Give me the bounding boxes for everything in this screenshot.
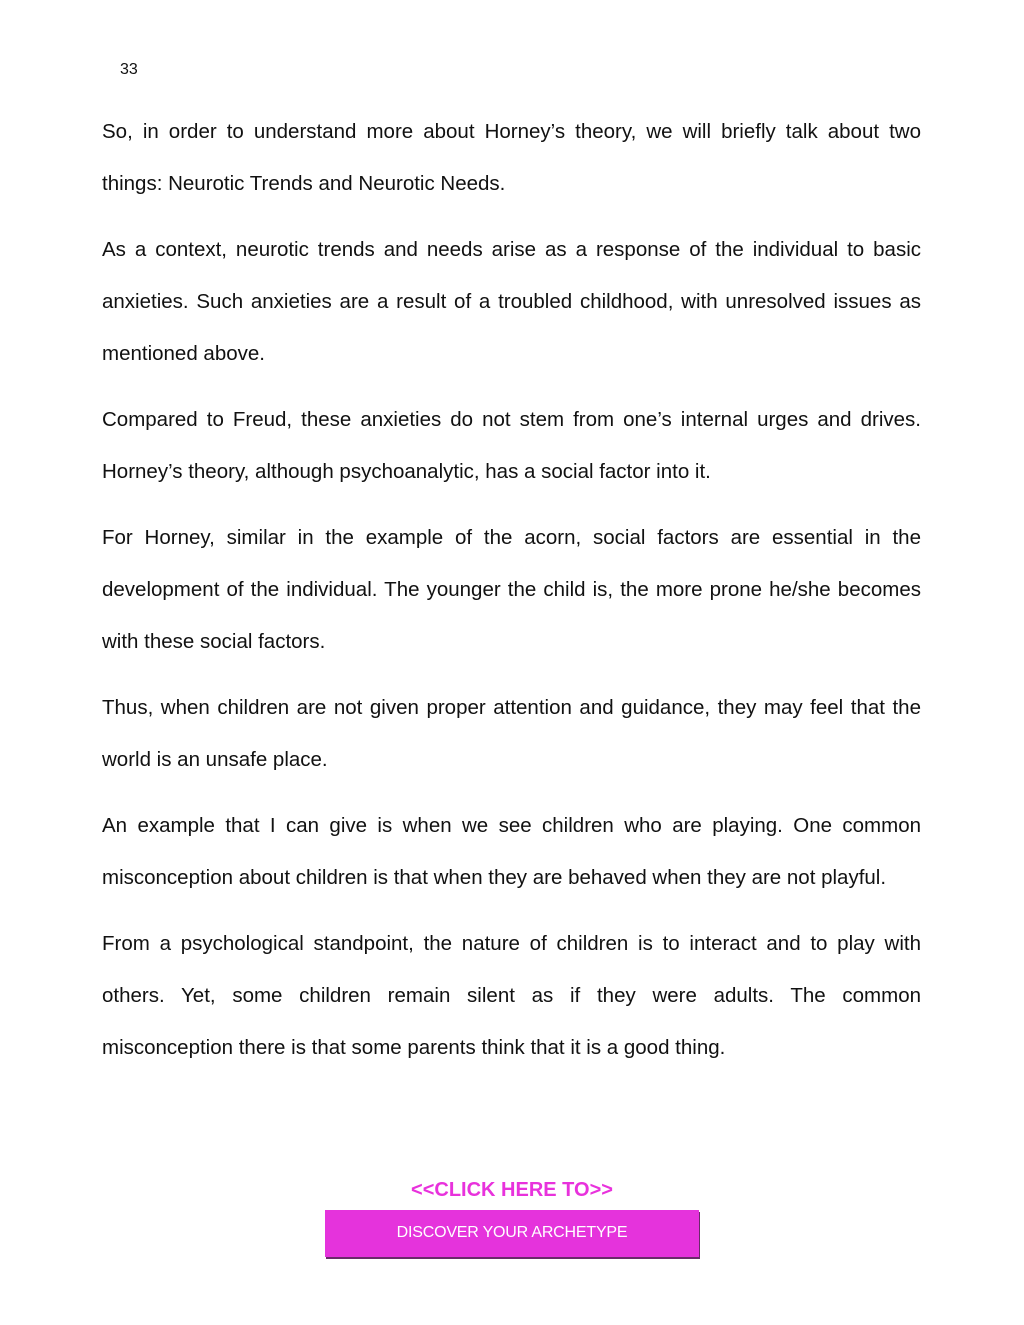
paragraph: From a psychological standpoint, the nature of children is to interact and to play with others. Yet, some children remain silent as if they were adults. The common misconception there is that some parents think that it is a good thing. xyxy=(102,932,921,1059)
body-text xyxy=(102,106,921,1088)
paragraph: Thus, when children are not given proper attention and guidance, they may feel that the world is an unsafe place. xyxy=(102,696,921,771)
paragraph: An example that I can give is when we see children who are playing. One common misconception about children is that when they are behaved when they are not playful. xyxy=(102,814,921,889)
page-number: 33 xyxy=(120,61,138,78)
paragraph: So, in order to understand more about Horney’s theory, we will briefly talk about two things: Neurotic Trends and Neurotic Needs. xyxy=(102,120,921,195)
discover-archetype-button-label: DISCOVER YOUR ARCHETYPE xyxy=(396,1223,628,1241)
discover-archetype-button[interactable] xyxy=(325,1210,699,1257)
click-here-link[interactable]: <<CLICK HERE TO>> xyxy=(411,1179,613,1201)
paragraph: Compared to Freud, these anxieties do not stem from one’s internal urges and drives. Horney’s theory, although psychoanalytic, has a social factor into it. xyxy=(102,408,921,483)
paragraph: For Horney, similar in the example of the acorn, social factors are essential in the development of the individual. The younger the child is, the more prone he/she becomes with these social factors. xyxy=(102,526,921,653)
paragraph: As a context, neurotic trends and needs arise as a response of the individual to basic anxieties. Such anxieties are a result of a troubled childhood, with unresolved issues as mentioned above. xyxy=(102,238,921,365)
